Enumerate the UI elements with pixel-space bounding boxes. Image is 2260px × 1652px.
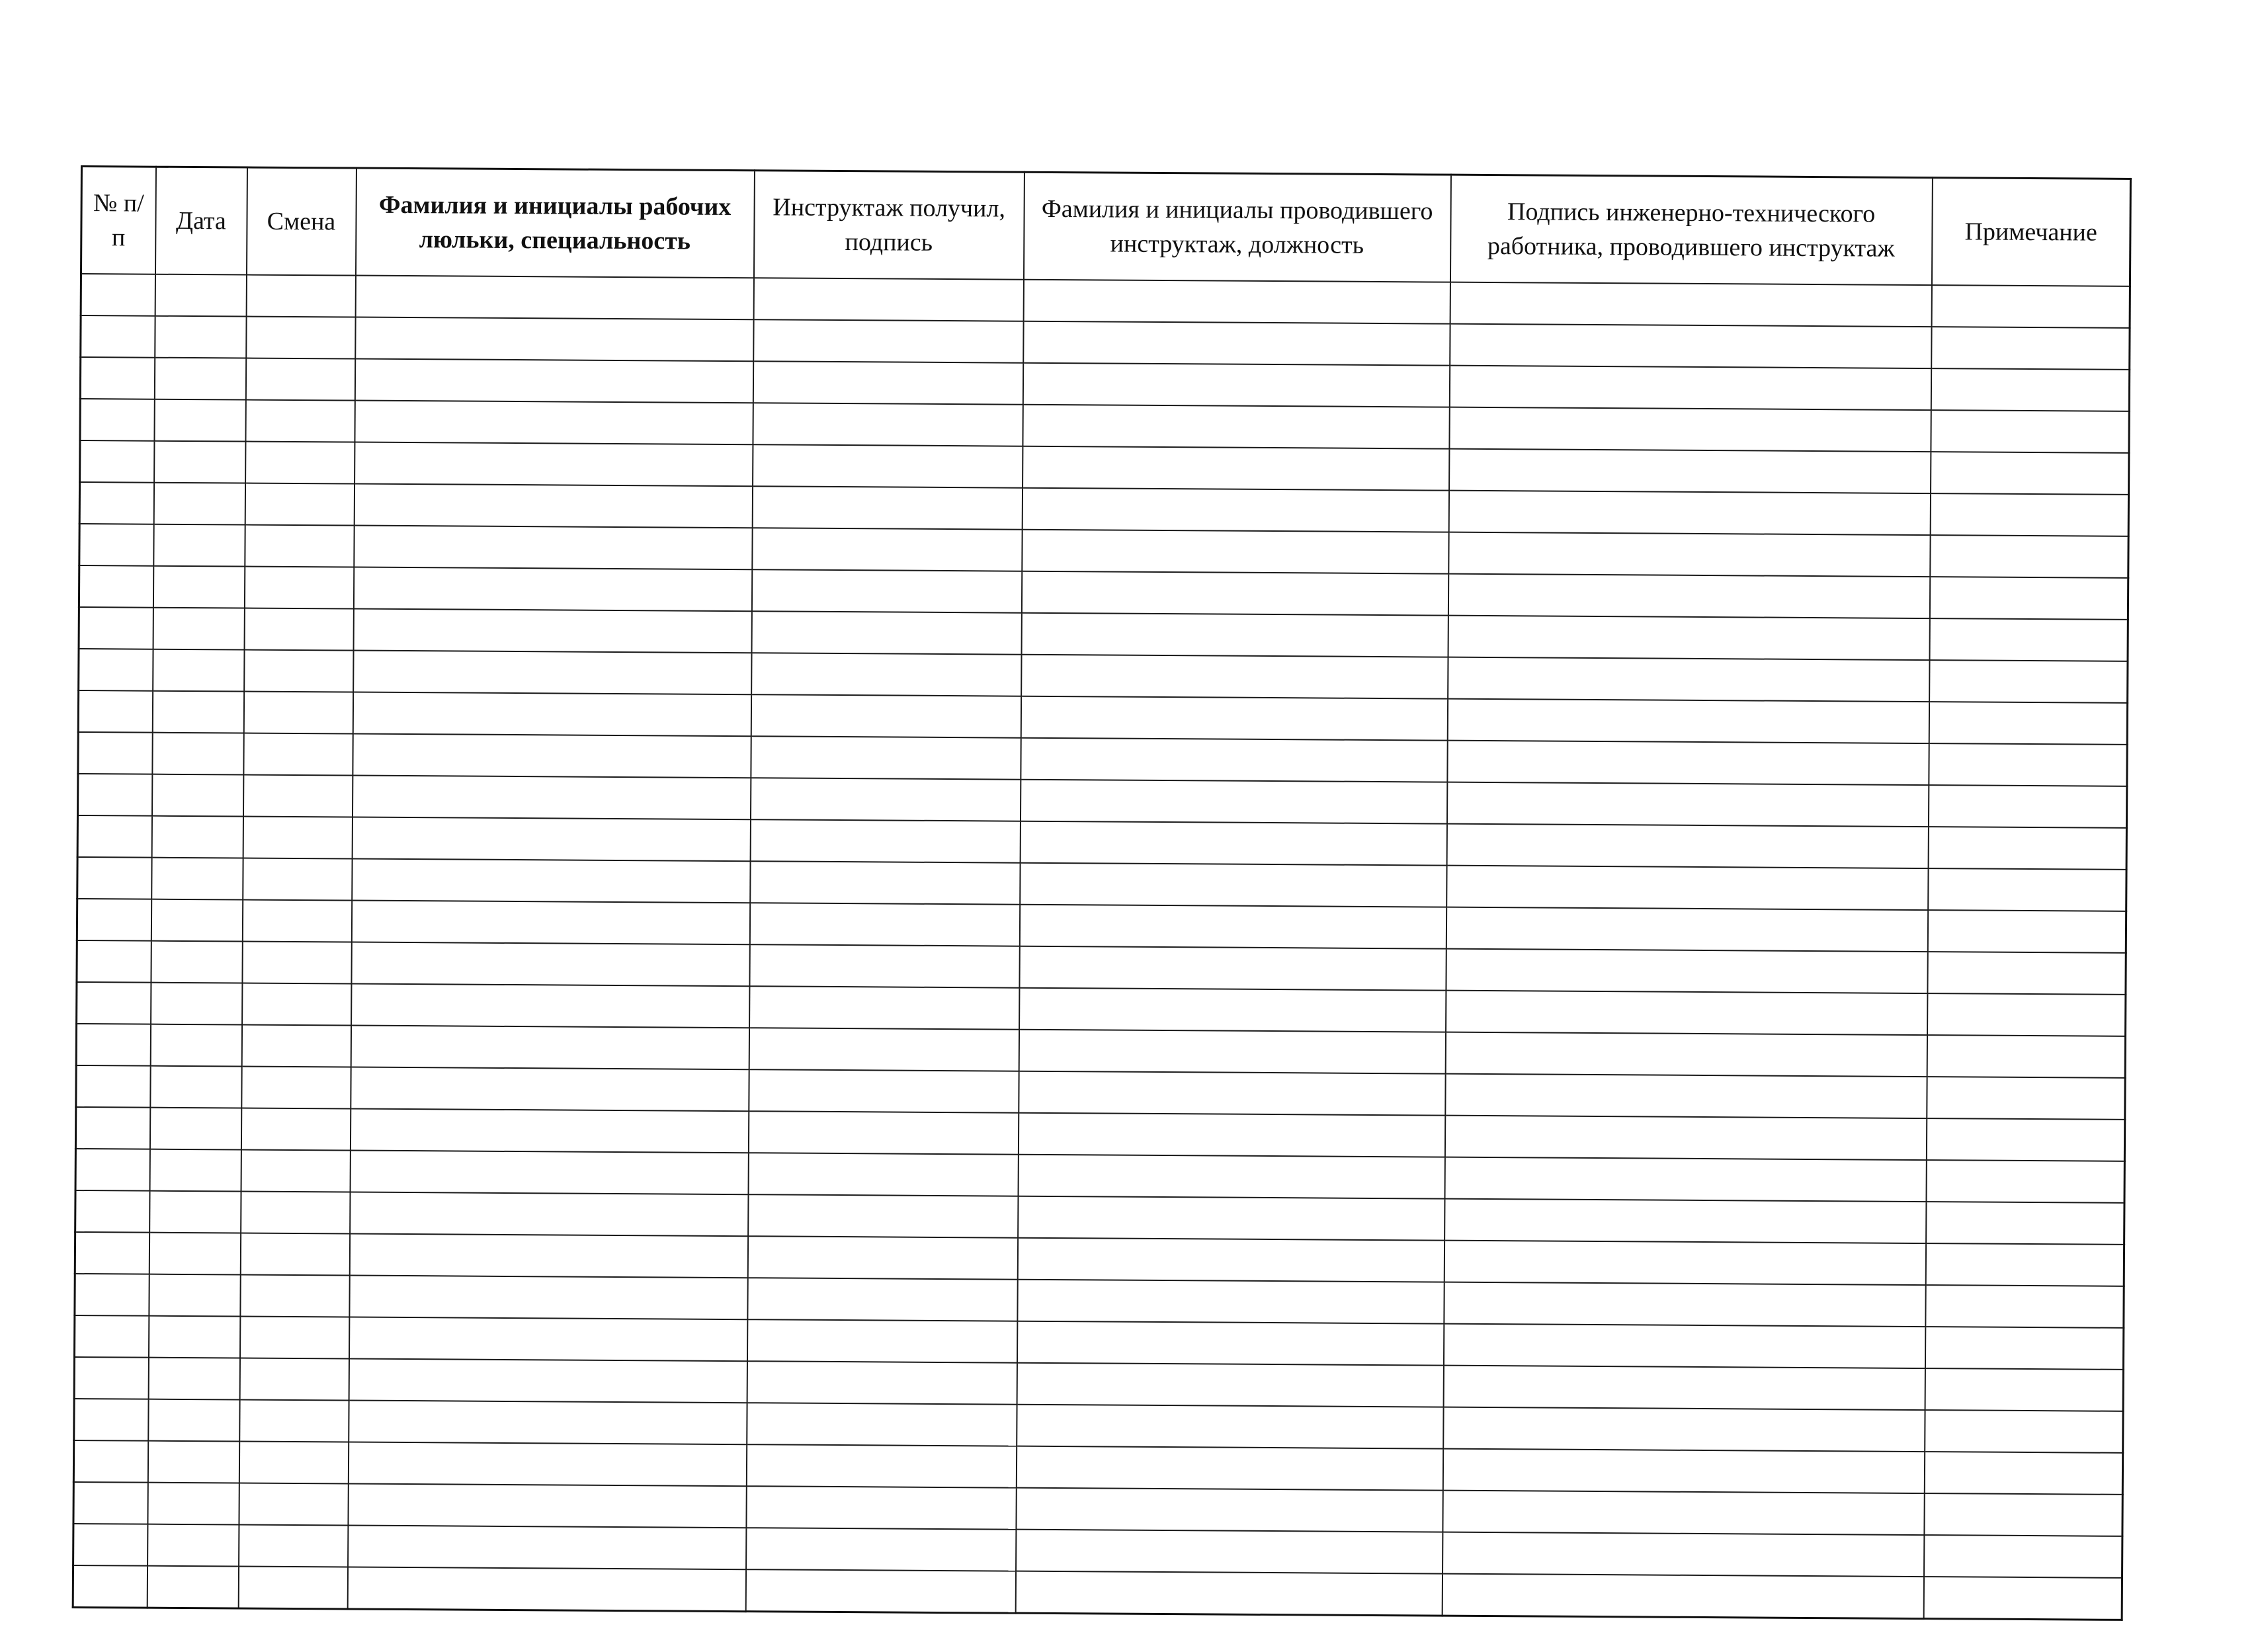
instructor-cell[interactable] bbox=[1017, 1321, 1443, 1366]
date-cell[interactable] bbox=[153, 483, 245, 525]
worker-cell[interactable] bbox=[353, 734, 751, 778]
note-cell[interactable] bbox=[1925, 1285, 2124, 1328]
instructor-cell[interactable] bbox=[1023, 405, 1449, 449]
number-cell[interactable] bbox=[78, 732, 152, 774]
received-cell[interactable] bbox=[746, 1444, 1016, 1487]
worker-cell[interactable] bbox=[349, 1276, 747, 1320]
received-cell[interactable] bbox=[750, 819, 1020, 862]
signature-cell[interactable] bbox=[1443, 1324, 1925, 1368]
signature-cell[interactable] bbox=[1450, 282, 1931, 327]
date-cell[interactable] bbox=[147, 1441, 239, 1483]
shift-cell[interactable] bbox=[244, 650, 353, 692]
number-cell[interactable] bbox=[81, 315, 155, 358]
date-cell[interactable] bbox=[147, 1483, 239, 1525]
instructor-cell[interactable] bbox=[1016, 1488, 1443, 1532]
worker-cell[interactable] bbox=[353, 692, 751, 737]
note-cell[interactable] bbox=[1928, 785, 2126, 828]
shift-cell[interactable] bbox=[246, 317, 355, 359]
signature-cell[interactable] bbox=[1446, 782, 1928, 827]
worker-cell[interactable] bbox=[355, 317, 753, 362]
signature-cell[interactable] bbox=[1448, 657, 1929, 702]
number-cell[interactable] bbox=[75, 1232, 149, 1274]
number-cell[interactable] bbox=[79, 607, 153, 649]
instructor-cell[interactable] bbox=[1018, 1155, 1444, 1199]
note-cell[interactable] bbox=[1925, 1327, 2123, 1370]
number-cell[interactable] bbox=[81, 274, 155, 316]
number-cell[interactable] bbox=[80, 440, 154, 483]
signature-cell[interactable] bbox=[1447, 699, 1929, 743]
shift-cell[interactable] bbox=[243, 858, 352, 901]
received-cell[interactable] bbox=[749, 986, 1019, 1029]
worker-cell[interactable] bbox=[351, 942, 749, 987]
date-cell[interactable] bbox=[149, 1149, 241, 1192]
shift-cell[interactable] bbox=[241, 1025, 351, 1067]
signature-cell[interactable] bbox=[1444, 1241, 1925, 1285]
instructor-cell[interactable] bbox=[1017, 1238, 1444, 1282]
note-cell[interactable] bbox=[1926, 1160, 2124, 1203]
date-cell[interactable] bbox=[153, 524, 245, 567]
note-cell[interactable] bbox=[1931, 285, 2130, 328]
note-cell[interactable] bbox=[1930, 535, 2128, 578]
instructor-cell[interactable] bbox=[1022, 488, 1448, 532]
worker-cell[interactable] bbox=[350, 1109, 748, 1153]
instructor-cell[interactable] bbox=[1017, 1363, 1443, 1407]
header-worker-name: Фамилия и инициалы рабочих люльки, специальность bbox=[355, 168, 754, 278]
date-cell[interactable] bbox=[154, 399, 245, 442]
signature-cell[interactable] bbox=[1449, 407, 1931, 452]
note-cell[interactable] bbox=[1925, 1243, 2124, 1286]
number-cell[interactable] bbox=[77, 982, 151, 1024]
instructor-cell[interactable] bbox=[1023, 321, 1450, 366]
shift-cell[interactable] bbox=[242, 942, 351, 984]
signature-cell[interactable] bbox=[1449, 366, 1931, 410]
worker-cell[interactable] bbox=[351, 901, 749, 945]
date-cell[interactable] bbox=[153, 566, 244, 608]
signature-cell[interactable] bbox=[1444, 1157, 1926, 1202]
journal-sheet bbox=[72, 165, 2130, 1593]
note-cell[interactable] bbox=[1931, 452, 2129, 495]
instructor-cell[interactable] bbox=[1019, 1030, 1445, 1074]
number-cell[interactable] bbox=[79, 524, 153, 566]
date-cell[interactable] bbox=[154, 358, 245, 400]
signature-cell[interactable] bbox=[1448, 491, 1930, 535]
signature-cell[interactable] bbox=[1443, 1407, 1925, 1452]
received-cell[interactable] bbox=[751, 569, 1021, 612]
worker-cell[interactable] bbox=[352, 859, 750, 903]
signature-cell[interactable] bbox=[1446, 991, 1927, 1035]
shift-cell[interactable] bbox=[240, 1275, 349, 1317]
note-cell[interactable] bbox=[1924, 1452, 2122, 1495]
number-cell[interactable] bbox=[73, 1482, 147, 1524]
shift-cell[interactable] bbox=[240, 1233, 349, 1276]
signature-cell[interactable] bbox=[1446, 907, 1927, 952]
worker-cell[interactable] bbox=[355, 359, 753, 403]
signature-cell[interactable] bbox=[1448, 532, 1930, 577]
header-number: № п/п bbox=[81, 167, 155, 274]
received-cell[interactable] bbox=[751, 653, 1021, 696]
shift-cell[interactable] bbox=[245, 358, 355, 401]
number-cell[interactable] bbox=[75, 1149, 149, 1191]
worker-cell[interactable] bbox=[350, 1192, 748, 1237]
date-cell[interactable] bbox=[155, 316, 246, 358]
received-cell[interactable] bbox=[749, 903, 1019, 946]
shift-cell[interactable] bbox=[239, 1358, 349, 1401]
worker-cell[interactable] bbox=[347, 1567, 745, 1612]
instructor-cell[interactable] bbox=[1019, 905, 1446, 949]
number-cell[interactable] bbox=[77, 857, 151, 899]
received-cell[interactable] bbox=[751, 611, 1021, 654]
received-cell[interactable] bbox=[753, 444, 1023, 487]
instructor-cell[interactable] bbox=[1020, 821, 1446, 866]
date-cell[interactable] bbox=[147, 1524, 239, 1567]
instructor-cell[interactable] bbox=[1021, 613, 1448, 657]
instructor-cell[interactable] bbox=[1018, 1196, 1444, 1241]
received-cell[interactable] bbox=[747, 1361, 1017, 1404]
signature-cell[interactable] bbox=[1445, 1074, 1927, 1118]
number-cell[interactable] bbox=[73, 1440, 147, 1483]
received-cell[interactable] bbox=[747, 1403, 1017, 1446]
note-cell[interactable] bbox=[1927, 1077, 2125, 1120]
shift-cell[interactable] bbox=[238, 1566, 347, 1609]
worker-cell[interactable] bbox=[349, 1317, 747, 1362]
worker-cell[interactable] bbox=[355, 276, 753, 320]
note-cell[interactable] bbox=[1929, 702, 2127, 745]
instructor-cell[interactable] bbox=[1022, 530, 1448, 574]
shift-cell[interactable] bbox=[241, 1108, 350, 1151]
journal-rows bbox=[73, 274, 2130, 1620]
note-cell[interactable] bbox=[1929, 618, 2128, 661]
signature-cell[interactable] bbox=[1443, 1449, 1924, 1493]
number-cell[interactable] bbox=[73, 1565, 147, 1608]
header-briefing-received: Инструктаж получил, подпись bbox=[753, 171, 1024, 280]
shift-cell[interactable] bbox=[241, 1067, 351, 1109]
worker-cell[interactable] bbox=[348, 1442, 746, 1487]
shift-cell[interactable] bbox=[246, 275, 355, 317]
note-cell[interactable] bbox=[1926, 1202, 2124, 1245]
worker-cell[interactable] bbox=[349, 1234, 747, 1278]
shift-cell[interactable] bbox=[242, 900, 351, 942]
note-cell[interactable] bbox=[1926, 1118, 2124, 1161]
instructor-cell[interactable] bbox=[1021, 571, 1448, 616]
instructor-cell[interactable] bbox=[1021, 738, 1447, 782]
shift-cell[interactable] bbox=[244, 567, 353, 609]
note-cell[interactable] bbox=[1928, 868, 2126, 911]
note-cell[interactable] bbox=[1929, 577, 2128, 620]
received-cell[interactable] bbox=[749, 944, 1019, 987]
date-cell[interactable] bbox=[148, 1316, 239, 1358]
date-cell[interactable] bbox=[153, 608, 244, 650]
table-header-row bbox=[81, 167, 2130, 286]
received-cell[interactable] bbox=[753, 319, 1023, 362]
number-cell[interactable] bbox=[77, 940, 151, 983]
received-cell[interactable] bbox=[746, 1486, 1016, 1529]
note-cell[interactable] bbox=[1927, 993, 2126, 1036]
received-cell[interactable] bbox=[748, 1194, 1018, 1237]
instructor-cell[interactable] bbox=[1017, 1405, 1443, 1449]
signature-cell[interactable] bbox=[1447, 741, 1929, 785]
signature-cell[interactable] bbox=[1448, 574, 1929, 618]
date-cell[interactable] bbox=[149, 1108, 241, 1150]
worker-cell[interactable] bbox=[351, 1067, 749, 1112]
shift-cell[interactable] bbox=[243, 775, 352, 817]
received-cell[interactable] bbox=[753, 361, 1023, 404]
number-cell[interactable] bbox=[75, 1107, 149, 1149]
worker-cell[interactable] bbox=[353, 567, 751, 612]
shift-cell[interactable] bbox=[239, 1317, 349, 1359]
shift-cell[interactable] bbox=[241, 1192, 350, 1234]
date-cell[interactable] bbox=[149, 1191, 241, 1233]
date-cell[interactable] bbox=[155, 274, 246, 317]
signature-cell[interactable] bbox=[1446, 949, 1927, 993]
instructor-cell[interactable] bbox=[1023, 446, 1449, 491]
date-cell[interactable] bbox=[154, 441, 245, 483]
received-cell[interactable] bbox=[748, 1111, 1018, 1154]
signature-cell[interactable] bbox=[1446, 824, 1928, 868]
number-cell[interactable] bbox=[75, 1190, 149, 1233]
number-cell[interactable] bbox=[73, 1524, 147, 1566]
date-cell[interactable] bbox=[152, 733, 243, 775]
instructor-cell[interactable] bbox=[1017, 1280, 1444, 1324]
note-cell[interactable] bbox=[1930, 493, 2128, 536]
received-cell[interactable] bbox=[753, 278, 1023, 321]
shift-cell[interactable] bbox=[243, 733, 353, 776]
number-cell[interactable] bbox=[80, 357, 154, 399]
signature-cell[interactable] bbox=[1446, 866, 1928, 910]
received-cell[interactable] bbox=[750, 778, 1020, 821]
date-cell[interactable] bbox=[151, 983, 242, 1025]
worker-cell[interactable] bbox=[349, 1401, 747, 1445]
note-cell[interactable] bbox=[1924, 1535, 2122, 1578]
instructor-cell[interactable] bbox=[1015, 1571, 1442, 1616]
signature-cell[interactable] bbox=[1445, 1032, 1927, 1077]
date-cell[interactable] bbox=[152, 691, 243, 733]
shift-cell[interactable] bbox=[239, 1442, 348, 1484]
date-cell[interactable] bbox=[148, 1399, 239, 1442]
instructor-cell[interactable] bbox=[1023, 280, 1450, 324]
number-cell[interactable] bbox=[76, 1065, 150, 1108]
instructor-cell[interactable] bbox=[1020, 863, 1446, 907]
date-cell[interactable] bbox=[151, 899, 242, 942]
number-cell[interactable] bbox=[75, 1274, 149, 1316]
worker-cell[interactable] bbox=[355, 401, 753, 445]
header-shift: Смена bbox=[246, 167, 356, 276]
number-cell[interactable] bbox=[77, 815, 151, 858]
worker-cell[interactable] bbox=[354, 526, 752, 570]
received-cell[interactable] bbox=[749, 1028, 1019, 1071]
note-cell[interactable] bbox=[1931, 368, 2129, 411]
date-cell[interactable] bbox=[147, 1566, 238, 1608]
worker-cell[interactable] bbox=[352, 817, 750, 862]
note-cell[interactable] bbox=[1925, 1368, 2123, 1411]
instructor-cell[interactable] bbox=[1019, 946, 1446, 991]
note-cell[interactable] bbox=[1923, 1577, 2122, 1620]
date-cell[interactable] bbox=[148, 1358, 239, 1400]
shift-cell[interactable] bbox=[241, 1150, 350, 1192]
number-cell[interactable] bbox=[80, 399, 154, 441]
date-cell[interactable] bbox=[149, 1274, 240, 1317]
number-cell[interactable] bbox=[74, 1315, 148, 1358]
shift-cell[interactable] bbox=[239, 1400, 349, 1442]
instructor-cell[interactable] bbox=[1021, 655, 1448, 699]
note-cell[interactable] bbox=[1924, 1493, 2122, 1536]
worker-cell[interactable] bbox=[352, 776, 750, 820]
received-cell[interactable] bbox=[747, 1278, 1017, 1321]
date-cell[interactable] bbox=[149, 1233, 240, 1275]
worker-cell[interactable] bbox=[353, 651, 751, 695]
worker-cell[interactable] bbox=[351, 1026, 749, 1070]
number-cell[interactable] bbox=[74, 1399, 148, 1441]
signature-cell[interactable] bbox=[1444, 1199, 1926, 1243]
received-cell[interactable] bbox=[747, 1319, 1017, 1362]
shift-cell[interactable] bbox=[244, 608, 353, 651]
shift-cell[interactable] bbox=[239, 1483, 348, 1525]
signature-cell[interactable] bbox=[1442, 1574, 1923, 1619]
received-cell[interactable] bbox=[748, 1153, 1018, 1196]
signature-cell[interactable] bbox=[1449, 449, 1931, 493]
header-date: Дата bbox=[155, 167, 247, 274]
shift-cell[interactable] bbox=[245, 400, 355, 442]
worker-cell[interactable] bbox=[348, 1484, 746, 1528]
date-cell[interactable] bbox=[150, 1024, 241, 1067]
number-cell[interactable] bbox=[78, 690, 152, 733]
note-cell[interactable] bbox=[1927, 1035, 2125, 1078]
received-cell[interactable] bbox=[749, 1069, 1019, 1112]
shift-cell[interactable] bbox=[245, 483, 354, 526]
received-cell[interactable] bbox=[751, 736, 1021, 779]
shift-cell[interactable] bbox=[245, 442, 355, 484]
date-cell[interactable] bbox=[151, 858, 243, 900]
instructor-cell[interactable] bbox=[1016, 1446, 1443, 1491]
worker-cell[interactable] bbox=[348, 1526, 746, 1570]
number-cell[interactable] bbox=[77, 899, 151, 941]
number-cell[interactable] bbox=[79, 482, 153, 524]
shift-cell[interactable] bbox=[243, 817, 352, 859]
received-cell[interactable] bbox=[750, 861, 1020, 904]
instructor-cell[interactable] bbox=[1018, 1113, 1444, 1157]
note-cell[interactable] bbox=[1925, 1410, 2123, 1453]
date-cell[interactable] bbox=[151, 816, 243, 858]
signature-cell[interactable] bbox=[1448, 616, 1929, 660]
received-cell[interactable] bbox=[752, 528, 1022, 571]
received-cell[interactable] bbox=[746, 1528, 1016, 1571]
number-cell[interactable] bbox=[77, 774, 151, 816]
instructor-cell[interactable] bbox=[1020, 780, 1446, 824]
note-cell[interactable] bbox=[1931, 327, 2130, 370]
worker-cell[interactable] bbox=[355, 442, 753, 487]
number-cell[interactable] bbox=[79, 649, 153, 691]
signature-cell[interactable] bbox=[1450, 324, 1931, 368]
signature-cell[interactable] bbox=[1444, 1116, 1926, 1160]
header-note: Примечание bbox=[1931, 178, 2130, 286]
note-cell[interactable] bbox=[1927, 910, 2126, 953]
worker-cell[interactable] bbox=[349, 1359, 747, 1403]
shift-cell[interactable] bbox=[242, 983, 351, 1026]
number-cell[interactable] bbox=[74, 1357, 148, 1399]
briefing-journal-table bbox=[72, 165, 2132, 1621]
note-cell[interactable] bbox=[1929, 743, 2127, 786]
signature-cell[interactable] bbox=[1443, 1491, 1924, 1535]
note-cell[interactable] bbox=[1928, 827, 2126, 870]
received-cell[interactable] bbox=[753, 403, 1023, 446]
worker-cell[interactable] bbox=[351, 984, 749, 1028]
instructor-cell[interactable] bbox=[1019, 1071, 1445, 1116]
received-cell[interactable] bbox=[752, 486, 1022, 529]
header-instructor-name: Фамилия и инициалы проводившего инструктаж, должность bbox=[1023, 172, 1450, 282]
worker-cell[interactable] bbox=[354, 484, 752, 528]
number-cell[interactable] bbox=[79, 565, 153, 608]
signature-cell[interactable] bbox=[1443, 1366, 1925, 1410]
date-cell[interactable] bbox=[153, 649, 244, 692]
note-cell[interactable] bbox=[1931, 410, 2129, 453]
shift-cell[interactable] bbox=[245, 525, 354, 567]
instructor-cell[interactable] bbox=[1021, 696, 1447, 741]
worker-cell[interactable] bbox=[353, 609, 751, 653]
date-cell[interactable] bbox=[151, 774, 243, 817]
instructor-cell[interactable] bbox=[1016, 1530, 1443, 1574]
signature-cell[interactable] bbox=[1443, 1532, 1924, 1577]
header-engineer-signature: Подпись инженерно-технического работника, проводившего инструктаж bbox=[1450, 175, 1932, 285]
received-cell[interactable] bbox=[745, 1569, 1015, 1613]
shift-cell[interactable] bbox=[243, 692, 353, 734]
worker-cell[interactable] bbox=[350, 1151, 748, 1195]
received-cell[interactable] bbox=[747, 1236, 1017, 1279]
shift-cell[interactable] bbox=[239, 1524, 348, 1567]
date-cell[interactable] bbox=[151, 941, 242, 983]
note-cell[interactable] bbox=[1929, 660, 2128, 703]
received-cell[interactable] bbox=[751, 694, 1021, 737]
number-cell[interactable] bbox=[76, 1024, 150, 1066]
signature-cell[interactable] bbox=[1444, 1282, 1925, 1327]
instructor-cell[interactable] bbox=[1023, 363, 1449, 407]
date-cell[interactable] bbox=[150, 1066, 241, 1108]
instructor-cell[interactable] bbox=[1019, 988, 1446, 1032]
note-cell[interactable] bbox=[1927, 952, 2126, 995]
